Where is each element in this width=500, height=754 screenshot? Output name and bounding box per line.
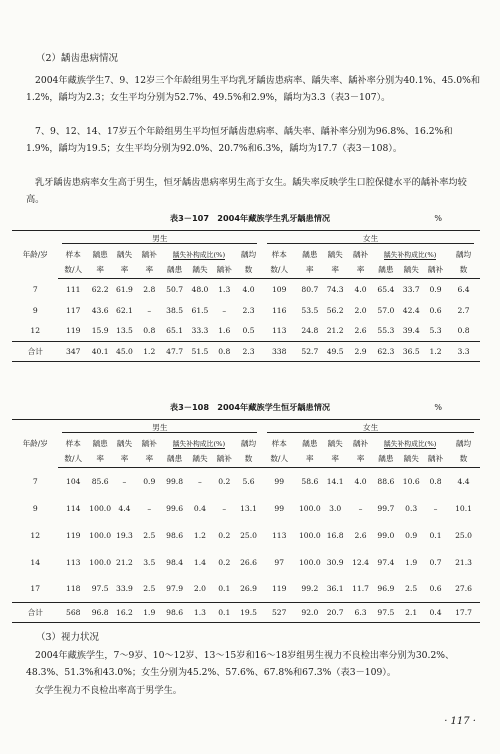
table-cell: 53.5 (301, 305, 319, 315)
table-cell: 113 (271, 530, 287, 540)
header-caries: 率 (88, 451, 112, 468)
table-cell: – (198, 476, 202, 486)
table-cell: 0.3 (405, 503, 418, 513)
header-sample: 数/人 (261, 262, 297, 279)
paragraph-vision: 2004年藏族学生，7～9岁、10～12岁、13～15岁和16～18岁组男生视力不良检出率分别为30.2%、48.3%、51.3%和43.0%；女生分别为45.2%、57.6%、67.8%和67.3%（表3－109）。 (26, 650, 455, 678)
table-cell: 56.2 (326, 305, 344, 315)
table-cell: 119 (271, 584, 287, 594)
table-cell: 33.7 (402, 284, 420, 294)
table-cell: 1.2 (424, 342, 447, 362)
header-caries: 率 (88, 262, 112, 279)
table-cell: 100.0 (89, 503, 112, 513)
table-cell: 100.0 (89, 530, 112, 540)
header-comp-caries: 龋患 (373, 262, 398, 279)
table-cell: 0.1 (429, 530, 442, 540)
table-cell: 568 (58, 603, 88, 623)
table-cell: 119 (66, 326, 81, 336)
page-number: · 117 · (444, 716, 476, 727)
table-cell: 0.2 (218, 530, 231, 540)
table-cell: 65.4 (377, 284, 395, 294)
table-cell: 25.0 (240, 530, 258, 540)
table-cell: 113 (271, 326, 287, 336)
table-row (12, 495, 480, 522)
boys-header: 男生 (62, 234, 257, 244)
header-composition: 龋失补构成比(%) (172, 440, 226, 448)
table-cell: 10.6 (402, 476, 420, 486)
table-total-row (12, 342, 480, 362)
header-caries: 率 (297, 451, 322, 468)
header-comp-loss: 龋失 (399, 262, 424, 279)
table-cell: – (147, 305, 152, 315)
table-cell: 85.6 (91, 476, 109, 486)
table-cell: 100.0 (298, 530, 321, 540)
header-mean: 龋均 (455, 249, 472, 259)
table-cell: 5.3 (429, 326, 442, 336)
table-cell: 0.8 (457, 326, 470, 336)
table-cell: 45.0 (112, 342, 136, 362)
table-cell: 58.6 (301, 476, 319, 486)
table-cell: 21.2 (326, 326, 344, 336)
table-cell: 2.8 (143, 284, 156, 294)
table-cell: 98.6 (166, 530, 184, 540)
table-cell: 2.0 (354, 305, 367, 315)
table-cell: 49.5 (323, 342, 348, 362)
table-cell: 43.6 (91, 305, 109, 315)
table-cell: 2.3 (236, 342, 261, 362)
table-cell: 62.2 (91, 284, 109, 294)
table-cell: 25.0 (455, 530, 473, 540)
table-cell: 1.9 (137, 603, 162, 623)
table-cell: 0.4 (193, 503, 206, 513)
table-108 (12, 419, 480, 623)
table-cell: 2.5 (405, 584, 418, 594)
table-cell: 99 (274, 476, 285, 486)
header-caries: 龋患 (92, 438, 108, 448)
table-107 (12, 230, 480, 362)
header-sample: 样本 (65, 438, 81, 448)
header-comp-fill: 龋补 (424, 262, 447, 279)
table-cell: 3.5 (143, 557, 156, 567)
table-cell: 104 (66, 476, 81, 486)
table-cell: 119 (66, 530, 81, 540)
section-heading-vision: （3）视力状况 (36, 632, 100, 643)
table-cell: 0.7 (429, 557, 442, 567)
header-caries: 龋患 (302, 438, 318, 448)
table-cell: 113 (66, 557, 81, 567)
table-cell: 96.9 (377, 584, 395, 594)
header-fill: 率 (348, 262, 373, 279)
table-cell: 0.9 (143, 476, 156, 486)
table-cell: 97 (274, 557, 285, 567)
table-cell: 36.1 (326, 584, 344, 594)
table-cell: 16.2 (112, 603, 136, 623)
table-cell: 0.5 (242, 326, 255, 336)
table-cell: – (222, 305, 227, 315)
table-cell: 15.9 (91, 326, 109, 336)
table-cell: 47.7 (162, 342, 187, 362)
header-fill: 龋补 (352, 438, 369, 448)
table-cell: 30.9 (326, 557, 344, 567)
header-mean: 数 (447, 451, 480, 468)
header-fill: 率 (137, 262, 162, 279)
table-cell: 80.7 (301, 284, 319, 294)
table-cell: 39.4 (402, 326, 420, 336)
table-cell: 6.4 (457, 284, 470, 294)
table-cell: 50.7 (166, 284, 184, 294)
table-108-unit: % (434, 403, 442, 412)
table-cell: 0.8 (213, 342, 236, 362)
header-sample: 数/人 (58, 262, 88, 279)
table-cell: 13.5 (115, 326, 133, 336)
header-loss: 龋失 (116, 249, 133, 259)
table-cell: 2.3 (242, 305, 255, 315)
table-cell: 57.0 (377, 305, 395, 315)
table-row-label: 12 (30, 326, 41, 336)
table-row (12, 279, 480, 300)
table-cell: 0.8 (429, 476, 442, 486)
header-caries: 龋患 (92, 249, 108, 259)
table-cell: 19.3 (115, 530, 133, 540)
table-cell: 1.2 (193, 530, 206, 540)
table-cell: 17.7 (447, 603, 480, 623)
table-cell: 1.3 (187, 603, 212, 623)
table-cell: 62.3 (373, 342, 398, 362)
table-cell: 2.1 (399, 603, 424, 623)
table-cell: 1.3 (218, 284, 231, 294)
table-cell: 99.6 (166, 503, 184, 513)
table-cell: 26.9 (240, 584, 258, 594)
table-row-label: 12 (30, 530, 41, 540)
table-cell: 0.9 (429, 284, 442, 294)
header-mean: 数 (236, 451, 261, 468)
table-cell: 0.2 (218, 476, 231, 486)
paragraph-vision-comparison: 女学生视力不良检出率高于男学生。 (35, 685, 182, 696)
table-cell: 98.4 (166, 557, 184, 567)
table-cell: 97.9 (166, 584, 184, 594)
table-cell: 4.0 (354, 476, 367, 486)
header-composition: 龋失补构成比(%) (383, 251, 437, 259)
table-cell: 61.5 (191, 305, 209, 315)
girls-header: 女生 (267, 423, 474, 433)
table-cell: 3.0 (329, 503, 342, 513)
header-caries: 率 (297, 262, 322, 279)
table-cell: 0.9 (405, 530, 418, 540)
table-cell: 16.8 (326, 530, 344, 540)
header-fill: 龋补 (352, 249, 369, 259)
table-cell: 27.6 (455, 584, 473, 594)
table-cell: 2.6 (354, 326, 367, 336)
header-mean: 数 (447, 262, 480, 279)
table-cell: – (433, 503, 438, 513)
table-cell: 10.1 (455, 503, 473, 513)
table-cell: 1.6 (218, 326, 231, 336)
table-cell: 65.1 (166, 326, 184, 336)
table-cell: 99.2 (301, 584, 319, 594)
table-row (12, 522, 480, 549)
table-cell: 97.4 (377, 557, 395, 567)
paragraph-comparison: 乳牙龋齿患病率女生高于男生，恒牙龋齿患病率男生高于女生。龋失率反映学生口腔保健水平的龋补率均较高。 (26, 177, 467, 205)
boys-header: 男生 (62, 423, 257, 433)
table-cell: 33.9 (115, 584, 133, 594)
table-cell: 4.0 (242, 284, 255, 294)
table-cell: 14.1 (326, 476, 344, 486)
header-loss: 龋失 (116, 438, 133, 448)
table-row (12, 300, 480, 321)
header-comp-fill: 龋补 (213, 451, 236, 468)
table-107-caption: 表3－107 2004年藏族学生乳牙龋患情况 (169, 213, 331, 223)
header-mean: 龋均 (240, 249, 257, 259)
table-cell: 61.9 (115, 284, 133, 294)
table-cell: 1.2 (137, 342, 162, 362)
table-cell: 1.9 (405, 557, 418, 567)
header-comp-caries: 龋患 (373, 451, 398, 468)
header-sample: 样本 (271, 249, 287, 259)
header-mean: 数 (236, 262, 261, 279)
table-cell: 13.1 (240, 503, 258, 513)
table-cell: 21.3 (455, 557, 473, 567)
header-comp-loss: 龋失 (187, 262, 212, 279)
table-cell: 4.4 (118, 503, 131, 513)
header-sample: 样本 (271, 438, 287, 448)
table-cell: 100.0 (298, 503, 321, 513)
table-cell: 3.3 (447, 342, 480, 362)
table-cell: 2.6 (354, 530, 367, 540)
header-loss: 率 (112, 262, 136, 279)
table-cell: 99 (274, 503, 285, 513)
table-cell: 0.1 (213, 603, 236, 623)
table-row (12, 576, 480, 603)
table-cell: 12.4 (352, 557, 369, 567)
header-sample: 数/人 (261, 451, 297, 468)
table-cell: 338 (261, 342, 297, 362)
table-cell: 0.6 (429, 305, 442, 315)
header-comp-loss: 龋失 (187, 451, 212, 468)
table-cell: 33.3 (191, 326, 209, 336)
header-comp-fill: 龋补 (424, 451, 447, 468)
table-cell: 99.7 (377, 503, 395, 513)
table-cell: 40.1 (88, 342, 112, 362)
header-loss: 龋失 (327, 249, 343, 259)
table-cell: 100.0 (89, 557, 112, 567)
header-fill: 龋补 (141, 438, 157, 448)
table-cell: 24.8 (301, 326, 319, 336)
table-cell: 88.6 (377, 476, 395, 486)
table-cell: 5.6 (242, 476, 255, 486)
table-cell: 11.7 (352, 584, 369, 594)
table-107-unit: % (434, 214, 442, 223)
table-cell: 2.7 (457, 305, 470, 315)
table-cell: 26.6 (240, 557, 258, 567)
paragraph-primary-teeth: 2004年藏族学生7、9、12岁三个年龄组男生平均乳牙龋齿患病率、龋失率、龋补率分别为40.1%、45.0%和1.2%，龋均为2.3；女生平均分别为52.7%、49.5%和2.9%，龋均为3.3（表3－107）。 (26, 75, 481, 103)
table-cell: 92.0 (297, 603, 322, 623)
table-cell: 347 (58, 342, 88, 362)
header-sample: 数/人 (58, 451, 88, 468)
age-header: 年龄/岁 (12, 420, 58, 468)
header-loss: 率 (323, 451, 348, 468)
section-heading-dental: （2）龋齿患病情况 (36, 53, 119, 64)
table-row-label: 合计 (12, 342, 58, 362)
table-cell: 52.7 (297, 342, 322, 362)
table-row-label: 9 (32, 305, 38, 315)
girls-header: 女生 (267, 234, 474, 244)
table-cell: – (122, 476, 127, 486)
header-comp-caries: 龋患 (162, 262, 187, 279)
table-cell: 116 (271, 305, 287, 315)
table-cell: 527 (261, 603, 297, 623)
table-cell: 118 (66, 584, 81, 594)
table-cell: 62.1 (115, 305, 133, 315)
header-fill: 率 (348, 451, 373, 468)
table-cell: – (358, 503, 363, 513)
table-row-label: 合计 (12, 603, 58, 623)
table-row (12, 321, 480, 342)
header-mean: 龋均 (240, 438, 257, 448)
header-caries: 龋患 (302, 249, 318, 259)
table-cell: 97.5 (91, 584, 109, 594)
table-cell: 42.4 (402, 305, 420, 315)
table-cell: 99.8 (166, 476, 184, 486)
table-row-label: 7 (32, 476, 38, 486)
table-cell: – (147, 503, 152, 513)
table-row-label: 14 (30, 557, 41, 567)
header-comp-fill: 龋补 (213, 262, 236, 279)
table-cell: – (222, 503, 227, 513)
header-composition: 龋失补构成比(%) (172, 251, 226, 259)
table-cell: 100.0 (298, 557, 321, 567)
header-sample: 样本 (65, 249, 81, 259)
table-cell: 55.3 (377, 326, 395, 336)
table-cell: 21.2 (115, 557, 133, 567)
table-cell: 96.8 (88, 603, 112, 623)
age-header: 年龄/岁 (12, 231, 58, 279)
table-cell: 6.3 (348, 603, 373, 623)
table-row (12, 549, 480, 576)
table-row-label: 7 (32, 284, 38, 294)
header-comp-loss: 龋失 (399, 451, 424, 468)
table-108-caption: 表3－108 2004年藏族学生恒牙龋患情况 (169, 402, 331, 412)
header-fill: 龋补 (141, 249, 157, 259)
table-cell: 38.5 (166, 305, 184, 315)
table-cell: 4.4 (457, 476, 470, 486)
table-cell: 1.4 (193, 557, 206, 567)
header-comp-caries: 龋患 (162, 451, 187, 468)
table-cell: 19.5 (236, 603, 261, 623)
table-total-row (12, 603, 480, 623)
table-cell: 2.9 (348, 342, 373, 362)
table-cell: 0.1 (218, 584, 231, 594)
header-composition: 龋失补构成比(%) (383, 440, 437, 448)
table-row-label: 17 (30, 584, 41, 594)
paragraph-permanent-teeth: 7、9、12、14、17岁五个年龄组男生平均恒牙龋齿患病率、龋失率、龋补率分别为96.8%、16.2%和1.9%，龋均为19.5；女生平均分别为92.0%、20.7%和6.3%，龋均为17.7（表3－108）。 (26, 126, 453, 154)
table-cell: 111 (66, 284, 81, 294)
table-row (12, 468, 480, 495)
table-row-label: 9 (32, 503, 38, 513)
table-cell: 0.4 (424, 603, 447, 623)
table-cell: 2.5 (143, 530, 156, 540)
table-cell: 51.5 (187, 342, 212, 362)
table-cell: 117 (66, 305, 81, 315)
header-mean: 龋均 (455, 438, 472, 448)
table-cell: 0.6 (429, 584, 442, 594)
table-cell: 99.0 (377, 530, 395, 540)
header-loss: 龋失 (327, 438, 343, 448)
table-cell: 2.5 (143, 584, 156, 594)
header-loss: 率 (112, 451, 136, 468)
table-cell: 36.5 (399, 342, 424, 362)
table-cell: 97.5 (373, 603, 398, 623)
table-cell: 20.7 (323, 603, 348, 623)
header-loss: 率 (323, 262, 348, 279)
table-cell: 2.0 (193, 584, 206, 594)
table-cell: 114 (66, 503, 81, 513)
table-cell: 48.0 (191, 284, 209, 294)
table-cell: 0.8 (143, 326, 156, 336)
table-cell: 0.2 (218, 557, 231, 567)
table-cell: 109 (271, 284, 287, 294)
header-fill: 率 (137, 451, 162, 468)
table-cell: 74.3 (326, 284, 344, 294)
table-cell: 98.6 (162, 603, 187, 623)
table-cell: 4.0 (354, 284, 367, 294)
